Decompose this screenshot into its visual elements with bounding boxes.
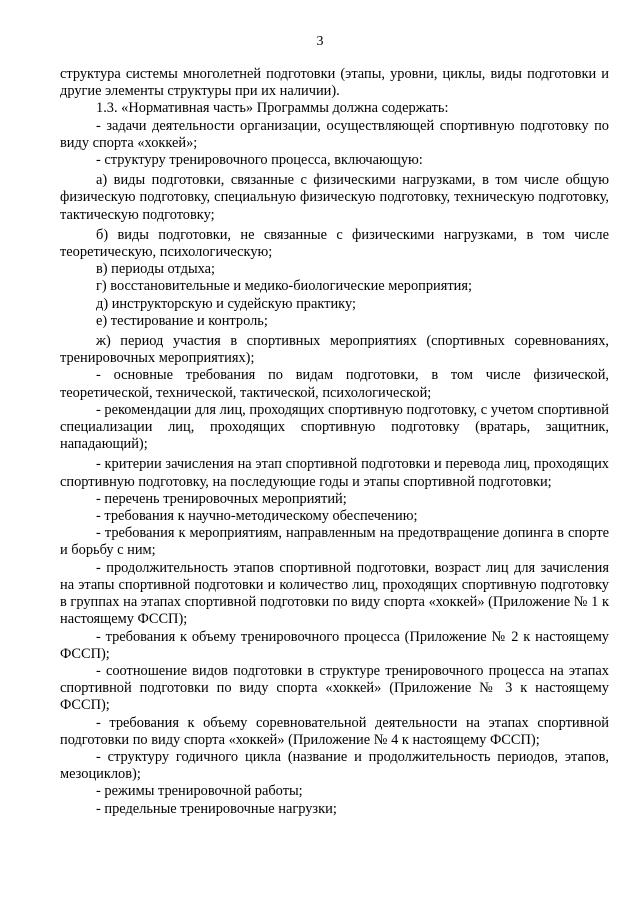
paragraph: г) восстановительные и медико-биологические мероприятия;: [96, 278, 472, 295]
paragraph: б) виды подготовки, не связанные с физическими нагрузками, в том числе теоретическую, психологическую;: [60, 226, 609, 261]
paragraph: - задачи деятельности организации, осуществляющей спортивную подготовку по виду спорта «хоккей»;: [60, 117, 609, 151]
paragraph: ж) период участия в спортивных мероприятиях (спортивных соревнованиях, тренировочных мероприятиях);: [60, 333, 609, 367]
paragraph: е) тестирование и контроль;: [96, 312, 268, 329]
document-body: [60, 66, 609, 818]
paragraph: - соотношение видов подготовки в структуре тренировочного процесса на этапах спортивной подготовки по виду спорта «хоккей» (Приложение № 3 к настоящему ФССП);: [60, 662, 609, 714]
paragraph: д) инструкторскую и судейскую практику;: [96, 295, 356, 312]
paragraph: - требования к объему тренировочного процесса (Приложение № 2 к настоящему ФССП);: [60, 628, 609, 662]
paragraph: в) периоды отдыха;: [96, 261, 216, 278]
paragraph: - требования к объему соревновательной деятельности на этапах спортивной подготовки по виду спорта «хоккей» (Приложение № 4 к настоящему ФССП);: [60, 714, 609, 748]
page-number: 3: [316, 34, 324, 49]
paragraph: - критерии зачисления на этап спортивной подготовки и перевода лиц, проходящих спортивную подготовку, на последующие годы и этапы спортивной подготовки;: [60, 456, 609, 490]
paragraph: - перечень тренировочных мероприятий;: [96, 490, 347, 507]
paragraph: - структуру тренировочного процесса, включающую:: [96, 152, 423, 169]
paragraph: - основные требования по видам подготовки, в том числе физической, теоретической, технической, тактической, психологической;: [60, 367, 609, 401]
paragraph: а) виды подготовки, связанные с физическими нагрузками, в том числе общую физическую подготовку, специальную физическую подготовку, техническую подготовку, тактическую подготовку;: [60, 172, 609, 223]
paragraph: - структуру годичного цикла (название и продолжительность периодов, этапов, мезоциклов);: [60, 748, 609, 783]
paragraph: - требования к мероприятиям, направленным на предотвращение допинга в спорте и борьбу с ним;: [60, 525, 609, 559]
paragraph: 1.3. «Нормативная часть» Программы должна содержать:: [96, 100, 449, 117]
paragraph: - продолжительность этапов спортивной подготовки, возраст лиц для зачисления на этапы спортивной подготовки и количество лиц, проходящих спортивную подготовку в группах на этапах спортивной подготовки по виду спорта «хоккей» (Приложение № 1 к настоящему ФССП);: [60, 559, 609, 628]
paragraph: - требования к научно-методическому обеспечению;: [96, 508, 418, 525]
paragraph: - режимы тренировочной работы;: [96, 783, 303, 800]
paragraph: - рекомендации для лиц, проходящих спортивную подготовку, с учетом спортивной специализации лиц, проходящих спортивную подготовку (вратарь, защитник, нападающий);: [60, 401, 609, 453]
paragraph: - предельные тренировочные нагрузки;: [96, 800, 337, 817]
paragraph: структура системы многолетней подготовки (этапы, уровни, циклы, виды подготовки и другие элементы структуры при их наличии).: [60, 66, 609, 100]
